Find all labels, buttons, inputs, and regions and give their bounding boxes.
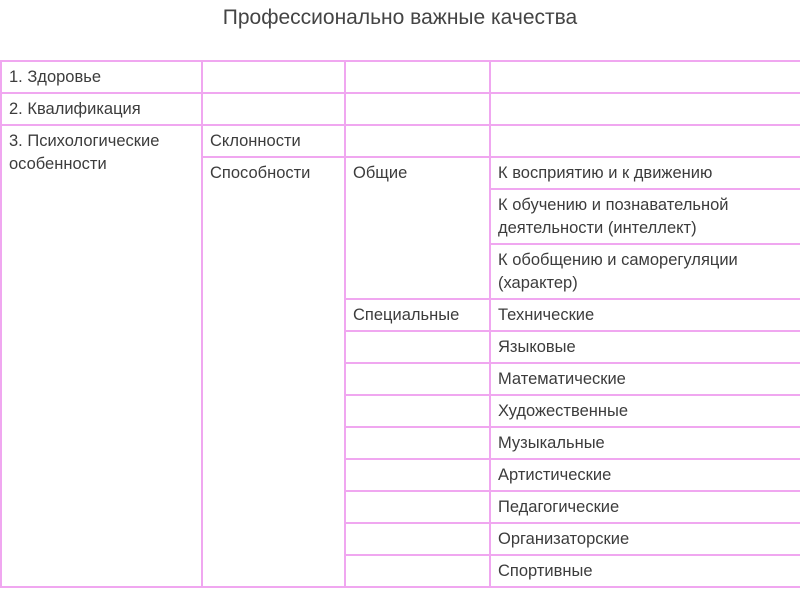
cell-psych-features: 3. Психологические особенности [1,125,202,587]
special-item: Музыкальные [490,427,800,459]
table-row-inclinations [1,125,800,157]
empty-cell [345,427,490,459]
special-item: Художественные [490,395,800,427]
empty-cell [345,331,490,363]
general-item: К обучению и познавательной деятельности (интеллект) [490,189,800,244]
empty-cell [345,93,490,125]
special-item: Артистические [490,459,800,491]
page-title: Профессионально важные качества [222,6,578,29]
empty-cell [490,61,800,93]
empty-cell [345,523,490,555]
cell-health: 1. Здоровье [1,61,202,93]
empty-cell [490,125,800,157]
special-item: Спортивные [490,555,800,587]
empty-cell [490,93,800,125]
cell-qualification: 2. Квалификация [1,93,202,125]
cell-abilities: Способности [202,157,345,587]
qualities-table [0,60,800,588]
general-item: К восприятию и к движению [490,157,800,189]
cell-special: Специальные [345,299,490,331]
table-row-qualification [1,93,800,125]
general-item: К обобщению и саморегуляции (характер) [490,244,800,299]
special-item: Технические [490,299,800,331]
empty-cell [202,61,345,93]
empty-cell [345,395,490,427]
cell-inclinations: Склонности [202,125,345,157]
empty-cell [345,363,490,395]
special-item: Организаторские [490,523,800,555]
special-item: Языковые [490,331,800,363]
empty-cell [345,555,490,587]
special-item: Математические [490,363,800,395]
empty-cell [345,125,490,157]
empty-cell [345,61,490,93]
table-row-health [1,61,800,93]
empty-cell [202,93,345,125]
special-item: Педагогические [490,491,800,523]
cell-general: Общие [345,157,490,299]
empty-cell [345,491,490,523]
empty-cell [345,459,490,491]
